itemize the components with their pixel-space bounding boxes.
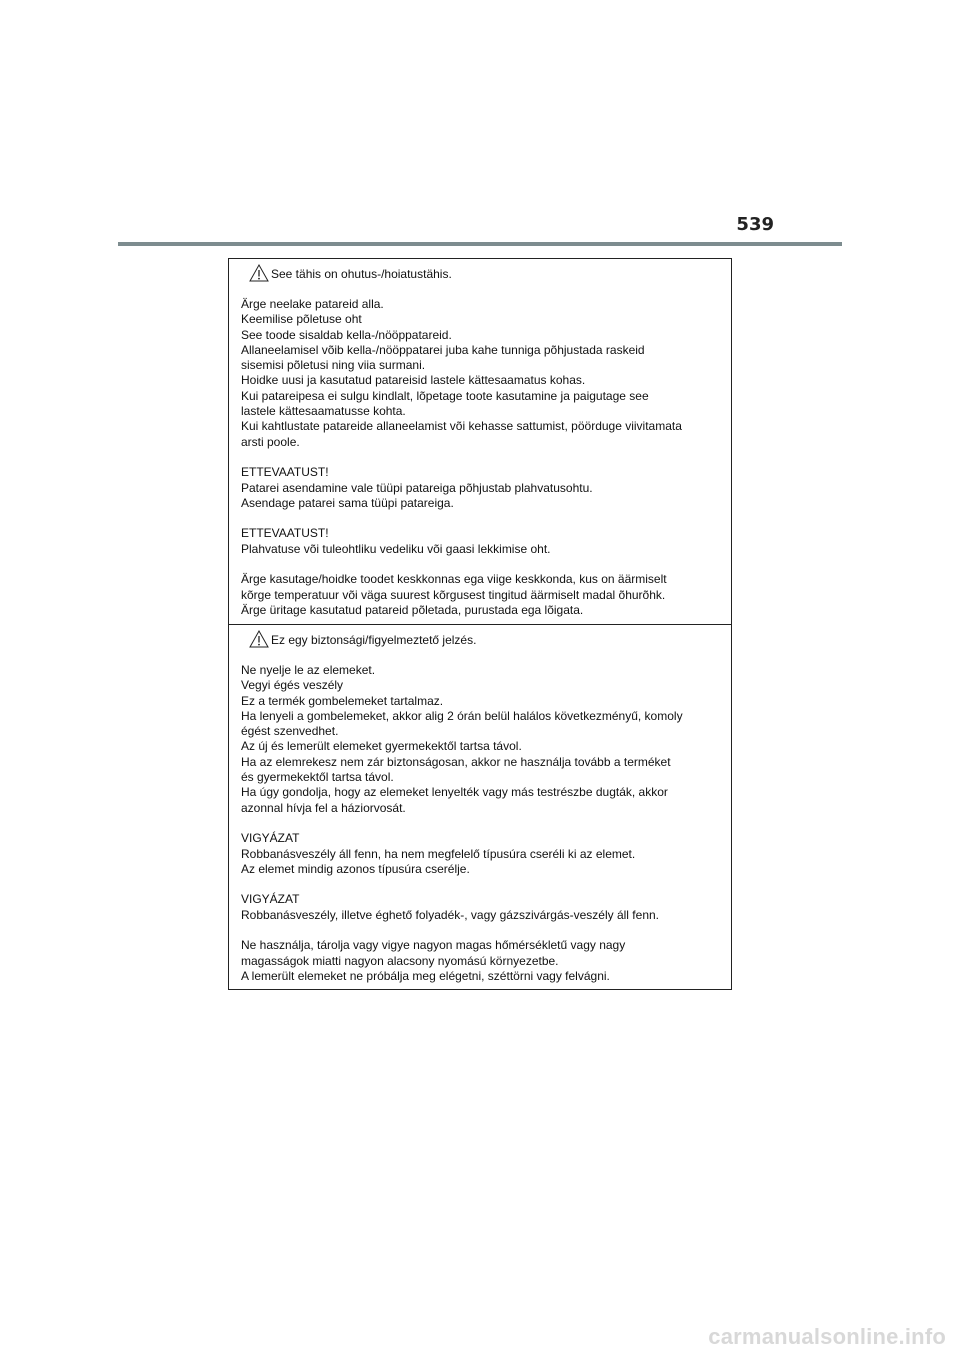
warning-intro-text: Ez egy biztonsági/figyelmeztető jelzés. <box>271 633 477 647</box>
paragraph-gap <box>241 816 719 831</box>
paragraph-gap <box>241 511 719 526</box>
paragraph-gap <box>241 877 719 892</box>
text-line: Allaneelamisel võib kella-/nööppatarei juba kahe tunniga põhjustada raskeid <box>241 342 645 357</box>
text-line: Ha úgy gondolja, hogy az elemeket lenyelték vagy más testrészbe dugták, akkor <box>241 785 668 800</box>
text-line: sisemisi põletusi ning viia surmani. <box>241 358 426 373</box>
warning-section-hungarian <box>229 625 731 989</box>
paragraph-gap <box>241 450 719 465</box>
text-line: Keemilise põletuse oht <box>241 312 362 327</box>
text-line: magasságok miatti nagyon alacsony nyomású környezetbe. <box>241 953 559 968</box>
text-line: lastele kättesaamatusse kohta. <box>241 404 406 419</box>
text-line: VIGYÁZAT <box>241 892 300 907</box>
warning-triangle-icon <box>249 264 269 282</box>
text-line: Ne használja, tárolja vagy vigye nagyon magas hőmérsékletű vagy nagy <box>241 938 626 953</box>
text-line: Hoidke uusi ja kasutatud patareisid lastele kättesaamatus kohas. <box>241 373 586 388</box>
text-line: Robbanásveszély áll fenn, ha nem megfelelő típusúra cseréli ki az elemet. <box>241 846 636 861</box>
text-line: azonnal hívja fel a háziorvosát. <box>241 800 406 815</box>
page-number: 539 <box>736 214 774 235</box>
text-line: arsti poole. <box>241 434 300 449</box>
header-rule <box>118 242 842 246</box>
text-line: Patarei asendamine vale tüüpi patareiga põhjustab plahvatusohtu. <box>241 480 593 495</box>
text-line: See toode sisaldab kella-/nööppatareid. <box>241 327 452 342</box>
text-line: Ez a termék gombelemeket tartalmaz. <box>241 693 444 708</box>
text-line: Vegyi égés veszély <box>241 678 344 693</box>
paragraph-gap <box>241 923 719 938</box>
paragraph-gap <box>241 557 719 572</box>
warning-section-estonian <box>229 259 731 625</box>
warning-triangle-icon <box>249 630 269 648</box>
text-line: égést szenvedhet. <box>241 724 339 739</box>
text-line: Kui patareipesa ei sulgu kindlalt, lõpetage toote kasutamine ja paigutage see <box>241 388 649 403</box>
text-line: Ne nyelje le az elemeket. <box>241 663 376 677</box>
text-line: Ärge neelake patareid alla. <box>241 297 384 311</box>
text-line: kõrge temperatuur või väga suurest kõrgusest tingitud äärmiselt madal õhurõhk. <box>241 587 666 602</box>
warning-box <box>228 258 732 990</box>
warning-intro <box>241 264 719 284</box>
text-line: ETTEVAATUST! <box>241 526 329 541</box>
text-line: Robbanásveszély, illetve éghető folyadék-, vagy gázszivárgás-veszély áll fenn. <box>241 907 659 922</box>
text-line: Kui kahtlustate patareide allaneelamist või kehasse sattumist, pöörduge viivitamata <box>241 419 682 434</box>
text-line: Ha az elemrekesz nem zár biztonságosan, akkor ne használja tovább a terméket <box>241 754 671 769</box>
text-line: Az elemet mindig azonos típusúra cserélje. <box>241 861 470 876</box>
text-line: Asendage patarei sama tüüpi patareiga. <box>241 495 454 510</box>
watermark: carmanualsonline.info <box>708 1324 946 1349</box>
text-line: Ärge kasutage/hoidke toodet keskkonnas ega viige keskkonda, kus on äärmiselt <box>241 572 667 587</box>
text-line: és gyermekektől tartsa távol. <box>241 770 394 785</box>
warning-body <box>241 663 719 984</box>
text-line: Ärge üritage kasutatud patareid põletada, purustada ega lõigata. <box>241 602 584 617</box>
text-line: Ha lenyeli a gombelemeket, akkor alig 2 órán belül halálos következményű, komoly <box>241 708 683 723</box>
warning-intro <box>241 630 719 650</box>
warning-body <box>241 297 719 618</box>
text-line: Az új és lemerült elemeket gyermekektől tartsa távol. <box>241 739 522 754</box>
warning-intro-text: See tähis on ohutus-/hoiatustähis. <box>271 267 452 281</box>
text-line: ETTEVAATUST! <box>241 465 329 480</box>
text-line: Plahvatuse või tuleohtliku vedeliku või gaasi lekkimise oht. <box>241 541 551 556</box>
text-line: A lemerült elemeket ne próbálja meg elégetni, széttörni vagy felvágni. <box>241 968 610 983</box>
text-line: VIGYÁZAT <box>241 831 300 846</box>
